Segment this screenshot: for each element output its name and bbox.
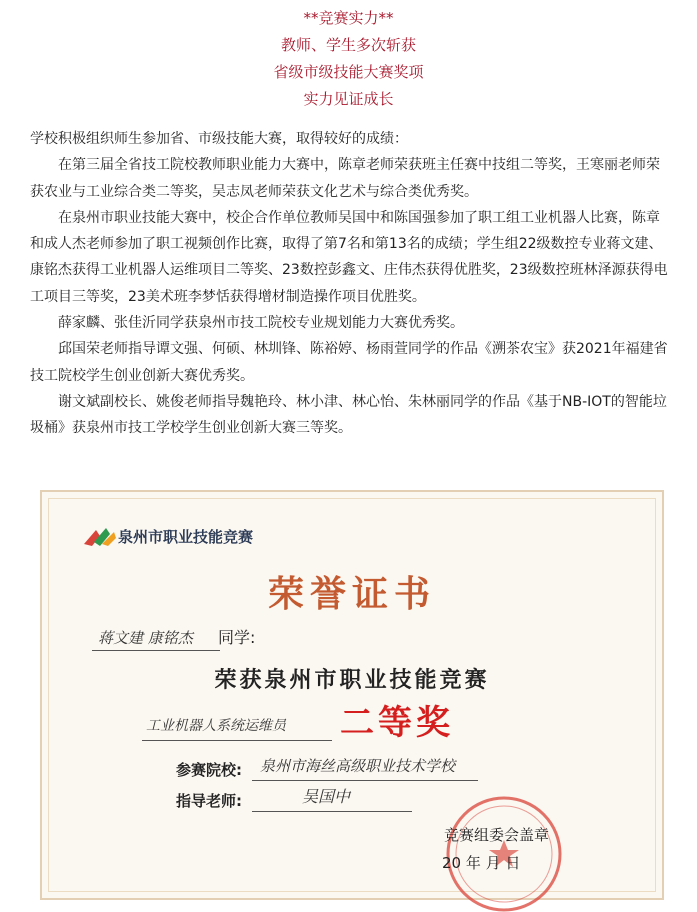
- recipient-names: 蒋文建 康铭杰: [98, 629, 193, 647]
- header-line-4: 实力见证成长: [303, 90, 394, 108]
- teacher-value: 吴国中: [302, 787, 351, 806]
- article-paragraph: 谢文斌副校长、姚俊老师指导魏艳玲、林小津、林心怡、朱林丽同学的作品《基于NB-IOT的智能垃圾桶》获泉州市技工学校学生创业创新大赛三等奖。: [30, 393, 667, 437]
- classmate-label: 同学:: [218, 628, 256, 647]
- project-underline: [142, 740, 332, 741]
- teacher-label: 指导老师:: [176, 792, 242, 810]
- certificate-title: 荣誉证书: [267, 574, 436, 615]
- school-value: 泉州市海丝高级职业技术学校: [260, 757, 456, 775]
- header-line-1: **竞赛实力**: [303, 9, 394, 27]
- teacher-underline: [252, 811, 412, 812]
- competition-project: 工业机器人系统运维员: [146, 718, 286, 734]
- certificate-image: [40, 490, 664, 900]
- organizing-committee-stamp: 竞赛组委会盖章: [444, 826, 550, 844]
- school-label: 参赛院校:: [176, 761, 242, 779]
- certificate-date: 20 年 月 日: [442, 854, 521, 872]
- jiangsu-logo-icon: [82, 526, 118, 548]
- article-paragraph: 薛家麟、张佳沂同学获泉州市技工院校专业规划能力大赛优秀奖。: [58, 315, 464, 332]
- article-paragraph: 在第三届全省技工院校教师职业能力大赛中，陈章老师荣获班主任赛中技组二等奖，王寒丽老师荣获农业与工业综合类二等奖，吴志凤老师荣获文化艺术与综合类优秀奖。: [30, 157, 660, 200]
- header-line-3: 省级市级技能大赛奖项: [273, 63, 424, 81]
- article-paragraph: 邱国荣老师指导谭文强、何硕、林圳锋、陈裕婷、杨雨萱同学的作品《溯茶农宝》获2021年福建省技工院校学生创业创新大赛优秀奖。: [30, 341, 668, 384]
- article-body: [30, 126, 670, 442]
- article-intro: 学校积极组织师生参加省、市级技能大赛，取得较好的成绩：: [30, 131, 408, 147]
- school-underline: [252, 780, 478, 781]
- award-statement: 荣获泉州市职业技能竞赛: [214, 668, 490, 693]
- prize-level: 二等奖: [340, 703, 454, 743]
- article-paragraph: 在泉州市职业技能大赛中，校企合作单位教师吴国中和陈国强参加了职工组工业机器人比赛，陈章和成人杰老师参加了职工视频创作比赛，取得了第7名和第13名的成绩；学生组22级数控专业蒋文建、康铭杰获得工业机器人运维项目二等奖、23数控彭鑫文、庄伟杰获得优胜奖，23级数控班林泽源获得电工项目三等奖，23美术班李梦恬获得增材制造操作项目优胜奖。: [30, 209, 668, 305]
- certificate-organizer: 泉州市职业技能竞赛: [118, 528, 254, 546]
- names-underline: [92, 650, 220, 651]
- header-line-2: 教师、学生多次斩获: [280, 36, 416, 54]
